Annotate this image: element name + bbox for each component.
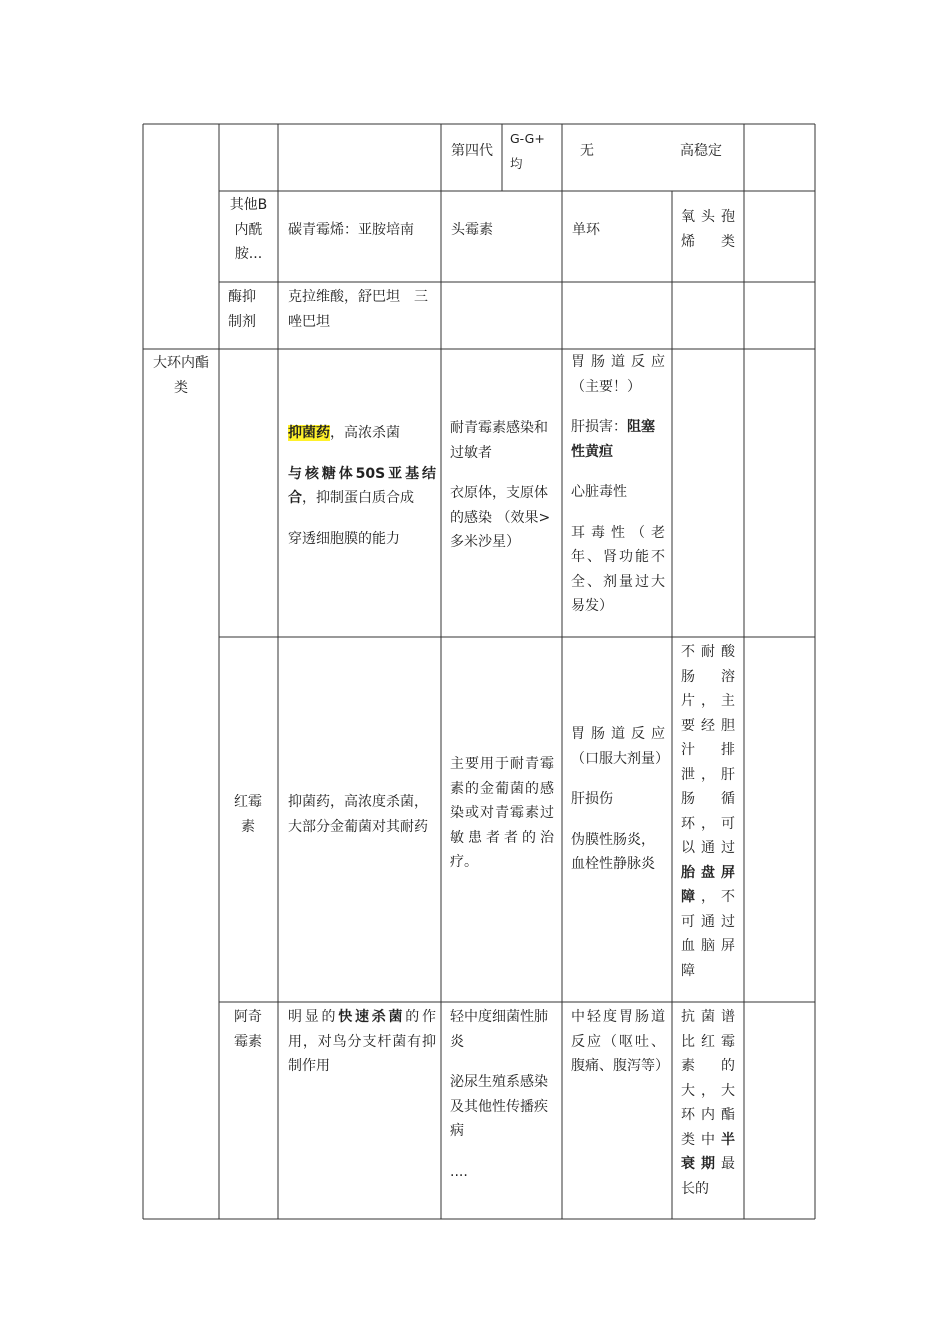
azithromycin-indication-2: 泌尿生殖系感染及其他性传播疾病 [450,1074,548,1139]
erythromycin-name: 红霉素 [234,794,262,835]
erythromycin-adverse-1: 胃肠道反应（口服大剂量） [571,726,669,767]
binding-bold: 与核糖体50S亚基结合 [288,465,436,506]
adverse-3: 心脏毒性 [571,484,627,500]
azithromycin-mechanism-2: 的作用，对鸟分支杆菌有抑制作用 [288,1009,436,1074]
azithromycin-indication-3: .... [450,1163,468,1180]
azithromycin-mechanism [288,1005,436,1079]
cephamycin-cell: 头霉素 [451,222,493,238]
oxacephem-cell: 氧头孢烯类 [681,209,735,250]
spectrum-cell [510,128,545,175]
enzyme-inhibitor-drugs: 克拉维酸，舒巴坦 三唑巴坦 [288,289,428,330]
azithromycin-mechanism-1: 明显的 [288,1009,339,1025]
spectrum-line-1: G-G+ [510,131,545,146]
erythromycin-notes [681,640,735,983]
erythromycin-mechanism: 抑菌药，高浓度杀菌，大部分金葡菌对其耐药 [288,794,428,835]
erythromycin-adverse-2: 肝损伤 [571,791,613,807]
adverse-4: 耳毒性（老年、肾功能不全、剂量过大易发） [571,524,665,614]
bacteriostatic-highlight: 抑菌药 [288,425,330,441]
monocyclic-cell: 单环 [572,222,600,238]
azithromycin-adverse: 中轻度胃肠道反应（呕吐、腹痛、腹泻等） [571,1009,669,1074]
macrolides-category: 大环内酯类 [153,355,209,396]
binding-line [288,462,436,511]
erythromycin-adverse-3: 伪膜性肠炎，血栓性静脉炎 [571,831,655,872]
erythromycin-notes-bold: 胎盘屏障 [681,864,735,905]
toxicity-cell: 无 [580,143,594,159]
macrolide-indication-cell [450,416,554,555]
carbapenem-cell: 碳青霉烯：亚胺培南 [288,222,414,238]
enzyme-inhibitor-category: 酶抑制剂 [228,289,256,330]
azithromycin-name: 阿奇霉素 [234,1009,262,1050]
azithromycin-mechanism-bold: 快速杀菌 [338,1009,406,1025]
azithromycin-notes-1: 抗菌谱比红霉素的大，大环内酯类中 [681,1009,735,1148]
erythromycin-notes-2: ，不可通过血脑屏障 [681,889,735,979]
mechanism-line [288,421,436,446]
macrolide-adverse-cell [571,350,665,619]
other-b-lactam-category: 其他B内酰胺... [229,197,268,262]
macrolide-mechanism-cell [288,421,436,551]
erythromycin-adverse [571,722,669,877]
spectrum-line-2: 均 [510,156,523,171]
azithromycin-notes-bold: 半衰期 [681,1131,735,1172]
azithromycin-notes [681,1005,735,1201]
generation-cell: 第四代 [451,143,493,159]
erythromycin-indication: 主要用于耐青霉素的金葡菌的感染或对青霉素过敏患者者的治疗。 [450,756,554,870]
binding-rest: ，抑制蛋白质合成 [302,490,414,506]
indication-2: 衣原体，支原体的感染 （效果>多米沙星） [450,485,551,550]
adverse-2 [571,415,665,464]
azithromycin-indication-1: 轻中度细菌性肺炎 [450,1009,548,1050]
azithromycin-notes-2: 最长的 [681,1156,735,1197]
adverse-1: 胃肠道反应（主要！） [571,354,665,395]
stability-cell: 高稳定 [680,143,722,159]
azithromycin-indication [450,1005,554,1184]
adverse-2-label: 肝损害： [571,419,627,435]
indication-1: 耐青霉素感染和过敏者 [450,420,548,461]
adverse-2-bold: 阻塞性黄疸 [571,419,655,460]
mechanism-rest: ，高浓杀菌 [330,425,400,441]
penetration-line: 穿透细胞膜的能力 [288,530,400,547]
erythromycin-notes-1: 不耐酸肠溶片，主要经胆汁排泄，肝肠循环，可以通过 [681,644,735,856]
